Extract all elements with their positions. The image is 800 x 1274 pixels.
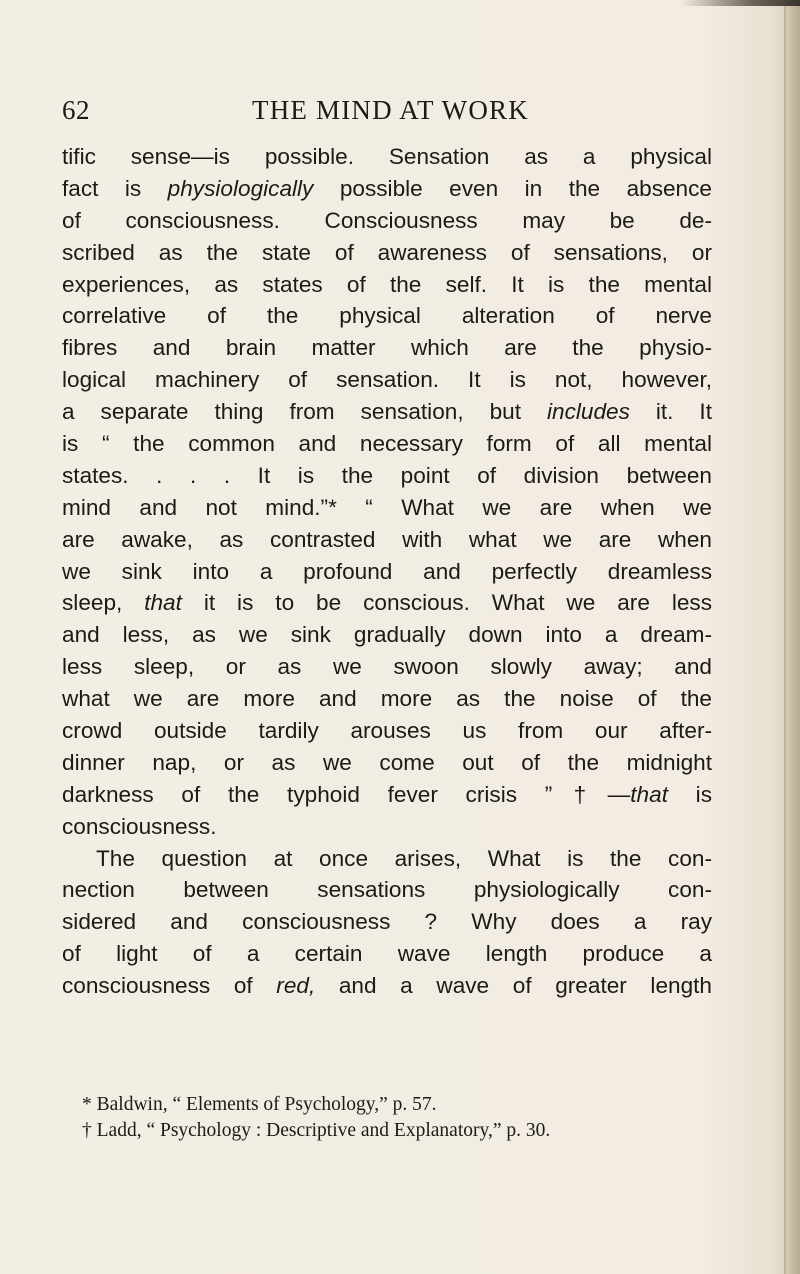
text-line: what we are more and more as the noise of the [62, 686, 712, 712]
page-edge [786, 0, 800, 1274]
running-head: THE MIND AT WORK [252, 95, 529, 125]
text-line: mind and not mind.”* “ What we are when we [62, 494, 712, 520]
text-line: are awake, as contrasted with what we are when [62, 526, 712, 552]
text-line: states. . . . It is the point of division between [62, 462, 712, 488]
footnote: † Ladd, “ Psychology : Descriptive and Explanatory,” p. 30. [82, 1119, 551, 1141]
page-header [62, 92, 712, 128]
text-line: less sleep, or as we swoon slowly away; and [62, 654, 712, 680]
text-line: we sink into a profound and perfectly dreamless [62, 558, 712, 584]
text-line: is “ the common and necessary form of all mental [62, 431, 712, 457]
text-line: crowd outside tardily arouses us from our after- [62, 718, 712, 744]
text-line: a separate thing from sensation, but includes it. It [62, 399, 712, 425]
text-line: scribed as the state of awareness of sensations, or [62, 239, 712, 265]
page-number: 62 [62, 95, 90, 125]
footnote: * Baldwin, “ Elements of Psychology,” p. 57. [82, 1094, 437, 1115]
text-line: consciousness of red, and a wave of greater length [62, 973, 712, 999]
text-line: of light of a certain wave length produce a [62, 941, 712, 967]
text-line: sleep, that it is to be conscious. What we are less [62, 590, 712, 616]
text-line: dinner nap, or as we come out of the midnight [62, 749, 712, 775]
body-text [62, 141, 712, 1002]
text-line: and less, as we sink gradually down into a dream- [62, 622, 712, 648]
text-line: of consciousness. Consciousness may be de- [62, 207, 712, 233]
footnotes [82, 1092, 732, 1143]
text-line: nection between sensations physiologically con- [62, 877, 712, 903]
text-line: darkness of the typhoid fever crisis ”†—that is [62, 781, 712, 807]
text-line: sidered and consciousness ? Why does a ray [62, 909, 712, 935]
text-line: fact is physiologically possible even in the absence [62, 175, 712, 201]
text-line: tific sense—is possible. Sensation as a physical [62, 144, 712, 169]
text-line: experiences, as states of the self. It is the mental [62, 271, 712, 297]
text-line: fibres and brain matter which are the physio- [62, 335, 712, 361]
text-line: The question at once arises, What is the con- [96, 845, 712, 871]
text-line: correlative of the physical alteration of nerve [62, 303, 712, 329]
text-line: logical machinery of sensation. It is not, however, [62, 367, 712, 393]
page-corner-shadow [680, 0, 800, 6]
page-edge-line [784, 0, 786, 1274]
text-line: consciousness. [62, 813, 217, 839]
